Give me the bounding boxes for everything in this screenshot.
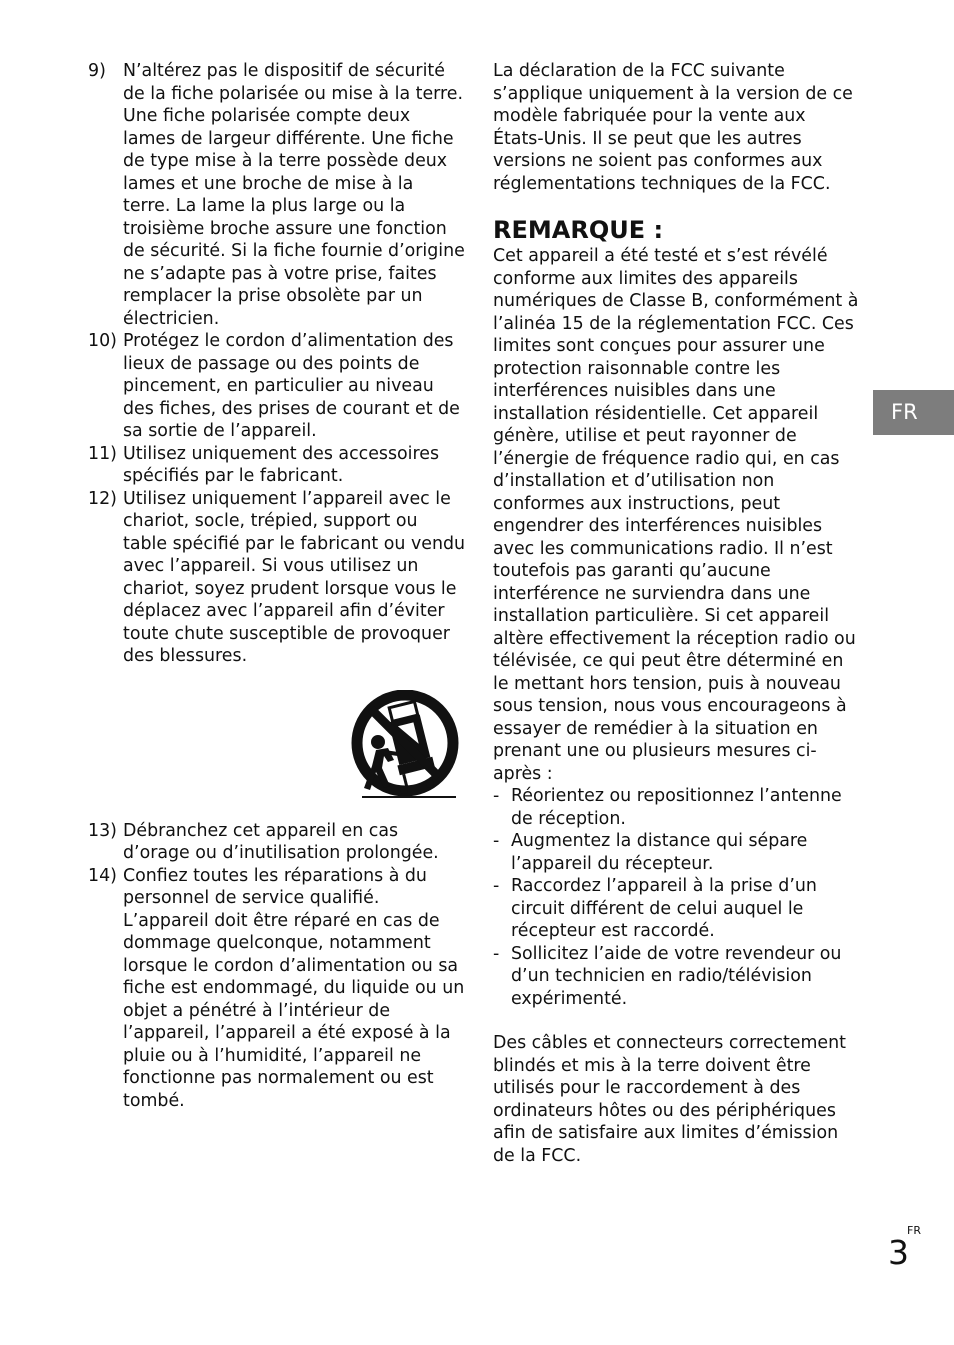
list-item [88, 60, 466, 330]
dash-bullet: - [493, 831, 500, 851]
item-text: Réorientez ou repositionnez l’antenne de réception. [511, 786, 842, 829]
list-item [493, 785, 861, 830]
page-number: 3 [888, 1233, 909, 1272]
language-tab: FR [873, 390, 954, 435]
list-item [493, 943, 861, 1011]
fcc-intro-paragraph: La déclaration de la FCC suivante s’applique uniquement à la version de ce modèle fabriquée pour la vente aux États-Unis. Il se peut que les autres versions ne soient pas conformes aux réglementations techniques de la FCC. [493, 61, 853, 194]
cart-warning-figure [88, 690, 462, 802]
item-text: Augmentez la distance qui sépare l’appareil du récepteur. [511, 831, 808, 874]
list-item [88, 330, 466, 443]
dash-bullet: - [493, 786, 500, 806]
item-number: 14) [88, 865, 117, 886]
page-language-label: FR [907, 1224, 921, 1237]
remarque-heading: REMARQUE : [493, 216, 664, 244]
list-item [493, 830, 861, 875]
item-text: N’altérez pas le dispositif de sécurité de la fiche polarisée ou mise à la terre. Une fiche polarisée compte deux lames de largeur différente. Une fiche de type mise à la terre possède deux lames et une broche de mise à la terre. La lame la plus large ou la troisième broche assure une fonction de sécurité. Si la fiche fournie d’origine ne s’adapte pas à votre prise, faites remplacer la prise obsolète par un électricien. [123, 61, 465, 329]
dash-bullet: - [493, 876, 500, 896]
left-column [88, 60, 466, 1112]
spacer [493, 1010, 861, 1032]
right-column [493, 60, 861, 1167]
item-number: 11) [88, 443, 117, 464]
list-item [88, 443, 466, 488]
fcc-closing-paragraph: Des câbles et connecteurs correctement blindés et mis à la terre doivent être utilisés pour le raccordement à des ordinateurs hôtes ou des périphériques afin de satisfaire aux limites d’émission de la FCC. [493, 1033, 846, 1166]
list-item [88, 820, 466, 865]
list-item [88, 488, 466, 668]
item-text: Utilisez uniquement l’appareil avec le chariot, socle, trépied, support ou table spécifié par le fabricant ou vendu avec l’appareil. Si vous utilisez un chariot, soyez prudent lorsque vous le déplacez avec l’appareil afin d’éviter toute chute susceptible de provoquer des blessures. [123, 488, 466, 666]
item-number: 10) [88, 331, 117, 351]
measures-list [493, 785, 861, 1010]
item-number: 13) [88, 820, 117, 841]
cart-tip-over-warning-icon [348, 690, 462, 802]
item-text: Protégez le cordon d’alimentation des lieux de passage ou des points de pincement, en particulier au niveau des fiches, des prises de courant et de sa sortie de l’appareil. [123, 331, 460, 441]
dash-bullet: - [493, 943, 500, 964]
item-text: Débranchez cet appareil en cas d’orage ou d’inutilisation prolongée. [123, 820, 439, 863]
item-text: Sollicitez l’aide de votre revendeur ou d’un technicien en radio/télévision expérimenté. [511, 943, 842, 1009]
fcc-body-paragraph: Cet appareil a été testé et s’est révélé conforme aux limites des appareils numériques de Classe B, conformément à l’alinéa 15 de la réglementation FCC. Ces limites sont conçues pour assurer une protection raisonnable contre les interférences nuisibles dans une installation résidentielle. Cet appareil génère, utilise et peut rayonner de l’énergie de fréquence radio qui, en cas d’installation et d’utilisation non conformes aux instructions, peut engendrer des interférences nuisibles avec les communications radio. Il n’est toutefois pas garanti qu’aucune interférence ne surviendra dans une installation particulière. Si cet appareil altère effectivement la réception radio ou télévisée, ce qui peut être déterminé en le mettant hors tension, puis à nouveau sous tension, nous vous encourageons à essayer de remédier à la situation en prenant une ou plusieurs mesures ci-après : [493, 246, 859, 784]
item-text: Raccordez l’appareil à la prise d’un circuit différent de celui auquel le récepteur est raccordé. [511, 876, 817, 941]
list-item [493, 875, 861, 943]
item-number: 12) [88, 488, 117, 509]
list-item [88, 865, 466, 1113]
item-text: Utilisez uniquement des accessoires spécifiés par le fabricant. [123, 443, 440, 486]
item-number: 9) [88, 61, 106, 81]
item-text: Confiez toutes les réparations à du personnel de service qualifié. L’appareil doit être réparé en cas de dommage quelconque, notamment lorsque le cordon d’alimentation ou sa fiche est endommagé, du liquide ou un objet a pénétré à l’intérieur de l’appareil, l’appareil a été exposé à la pluie ou à l’humidité, l’appareil ne fonctionne pas normalement ou est tombé. [123, 865, 465, 1111]
